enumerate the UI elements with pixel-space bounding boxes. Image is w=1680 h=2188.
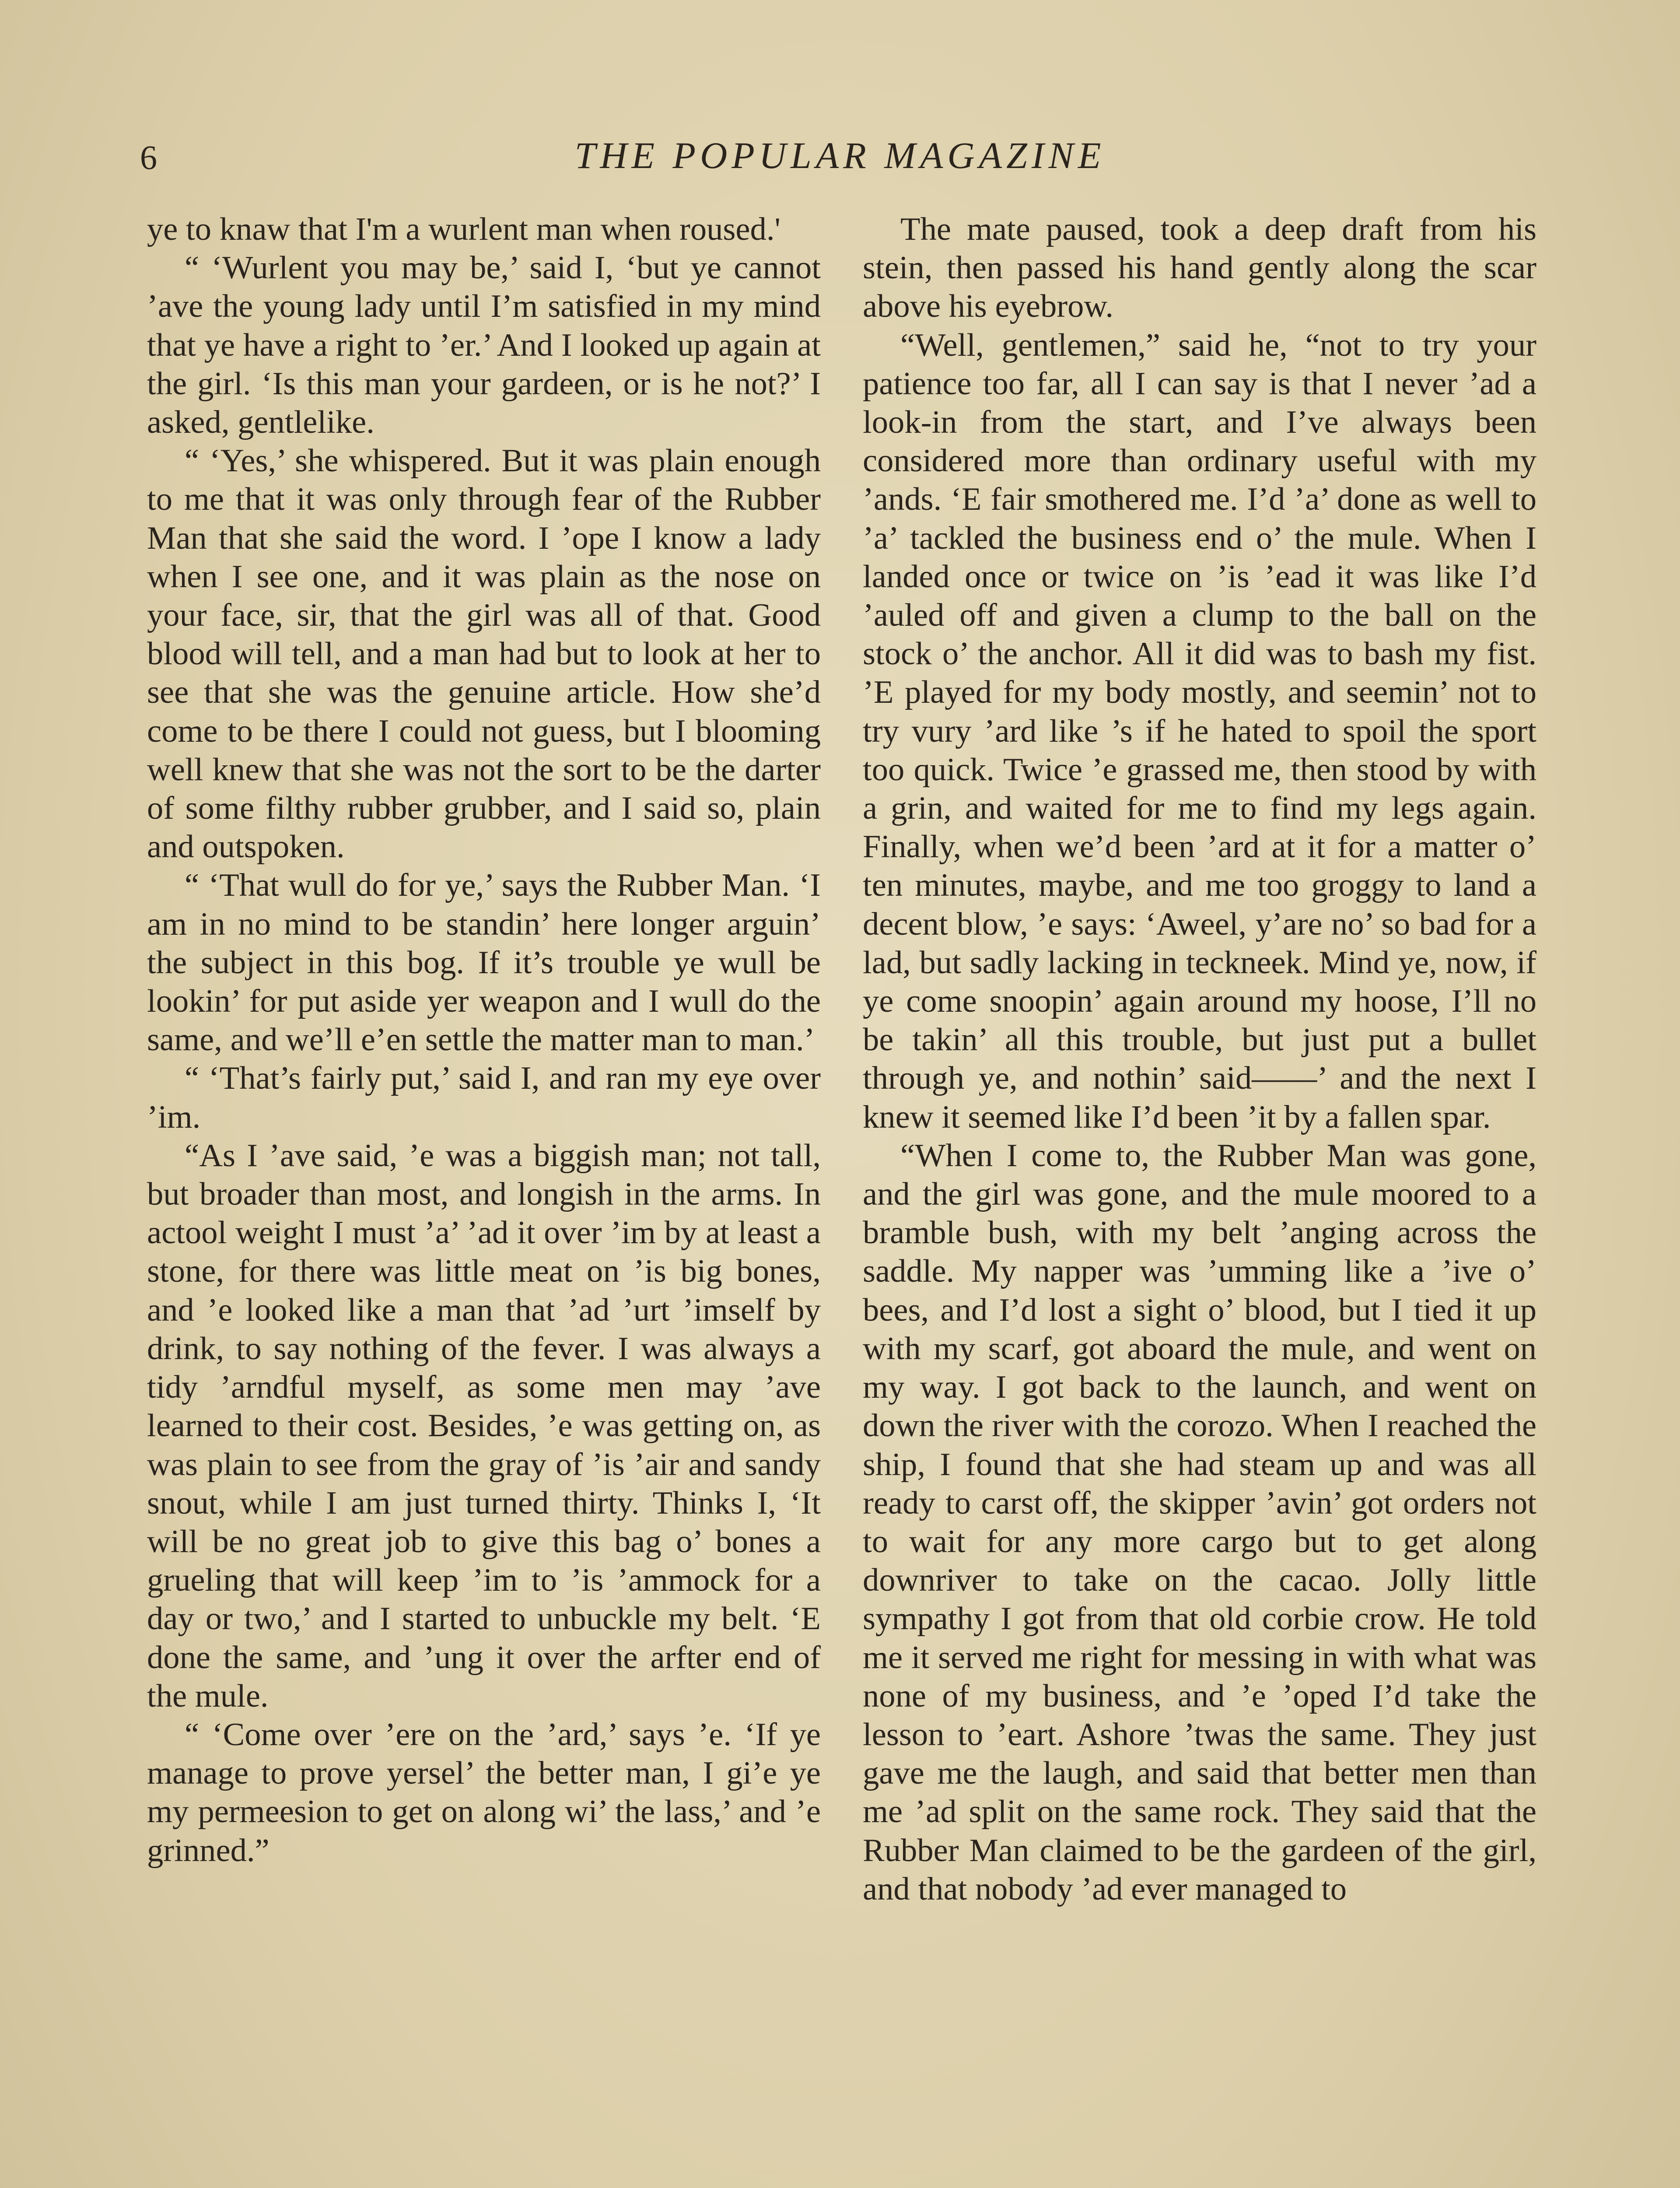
paragraph: “ ‘That’s fairly put,’ said I, and ran my eye over ’im. xyxy=(147,1060,821,1135)
right-column xyxy=(863,210,1536,1908)
paragraph: “Well, gentlemen,” said he, “not to try your patience too far, all I can say is that I never ’ad a look-in from the start, and I’ve always been considered more than ordinary useful with my ’ands. ‘E fair smothered me. I’d ’a’ done as well to ’a’ tackled the business end o’ the mule. When I landed once or twice on ’is ’ead it was like I’d ’auled off and given a clump to the ball on the stock o’ the anchor. All it did was to bash my fist. ’E played for my body mostly, and seemin’ not to try vury ’ard like ’s if he hated to spoil the sport too quick. Twice ’e grassed me, then stood by with a grin, and waited for me to find my legs again. Finally, when we’d been ’ard at it for a matter o’ ten minutes, maybe, and me too groggy to land a decent blow, ’e says: ‘Aweel, y’are no’ so bad for a lad, but sadly lacking in teckneek. Mind ye, now, if ye come snoopin’ again around my hoose, I’ll no be takin’ all this trouble, but just put a bullet through ye, and nothin’ said——’ and the next I knew it seemed like I’d been ’it by a fallen spar. xyxy=(863,327,1536,1135)
paragraph: ye to knaw that I'm a wurlent man when roused.' xyxy=(147,211,780,247)
running-title: THE POPULAR MAGAZINE xyxy=(574,134,1106,176)
paragraph: The mate paused, took a deep draft from his stein, then passed his hand gently along the scar above his eyebrow. xyxy=(863,211,1536,325)
paragraph: “ ‘Come over ’ere on the ’ard,’ says ’e. ‘If ye manage to prove yersel’ the better man, I gi’e ye my permeesion to get on along wi’ the lass,’ and ’e grinned.” xyxy=(147,1716,821,1869)
left-column xyxy=(147,210,821,1870)
page-number: 6 xyxy=(140,138,157,176)
paragraph: “As I ’ave said, ’e was a biggish man; not tall, but broader than most, and longish in the arms. In actool weight I must ’a’ ’ad it over ’im by at least a stone, for there was little meat on ’is big bones, and ’e looked like a man that ’ad ’urt ’imself by drink, to say nothing of the fever. I was always a tidy ’arndful myself, as some men may ’ave learned to their cost. Besides, ’e was getting on, as was plain to see from the gray of ’is ’air and sandy snout, while I am just turned thirty. Thinks I, ‘It will be no great job to give this bag o’ bones a grueling that will keep ’im to ’is ’ammock for a day or two,’ and I started to unbuckle my belt. ‘E done the same, and ’ung it over the arfter end of the mule. xyxy=(147,1137,821,1714)
paragraph: “ ‘Wurlent you may be,’ said I, ‘but ye cannot ’ave the young lady until I’m satisfied in my mind that ye have a right to ’er.’ And I looked up again at the girl. ‘Is this man your gardeen, or is he not?’ I asked, gentlelike. xyxy=(147,250,821,441)
page-header xyxy=(140,131,1540,184)
paragraph: “When I come to, the Rubber Man was gone, and the girl was gone, and the mule moored to a bramble bush, with my belt ’anging across the saddle. My napper was ’umming like a ’ive o’ bees, and I’d lost a sight o’ blood, but I tied it up with my scarf, got aboard the mule, and went on my way. I got back to the launch, and went on down the river with the corozo. When I reached the ship, I found that she had steam up and was all ready to carst off, the skipper ’avin’ got orders not to wait for any more cargo but to get along downriver to take on the cacao. Jolly little sympathy I got from that old corbie crow. He told me it served me right for messing in with what was none of my business, and ’e ’oped I’d take the lesson to ’eart. Ashore ’twas the same. They just gave me the laugh, and said that better men than me ’ad split on the same rock. They said that the Rubber Man claimed to be the gardeen of the girl, and that nobody ’ad ever managed to xyxy=(863,1137,1536,1907)
paragraph: “ ‘Yes,’ she whispered. But it was plain enough to me that it was only through fear of the Rubber Man that she said the word. I ’ope I know a lady when I see one, and it was plain as the nose on your face, sir, that the girl was all of that. Good blood will tell, and a man had but to look at her to see that she was the genuine article. How she’d come to be there I could not guess, but I blooming well knew that she was not the sort to be the darter of some filthy rubber grubber, and I said so, plain and outspoken. xyxy=(147,443,821,865)
paragraph: “ ‘That wull do for ye,’ says the Rubber Man. ‘I am in no mind to be standin’ here longer arguin’ the subject in this bog. If it’s trouble ye wull be lookin’ for put aside yer weapon and I wull do the same, and we’ll e’en settle the matter man to man.’ xyxy=(147,867,821,1058)
